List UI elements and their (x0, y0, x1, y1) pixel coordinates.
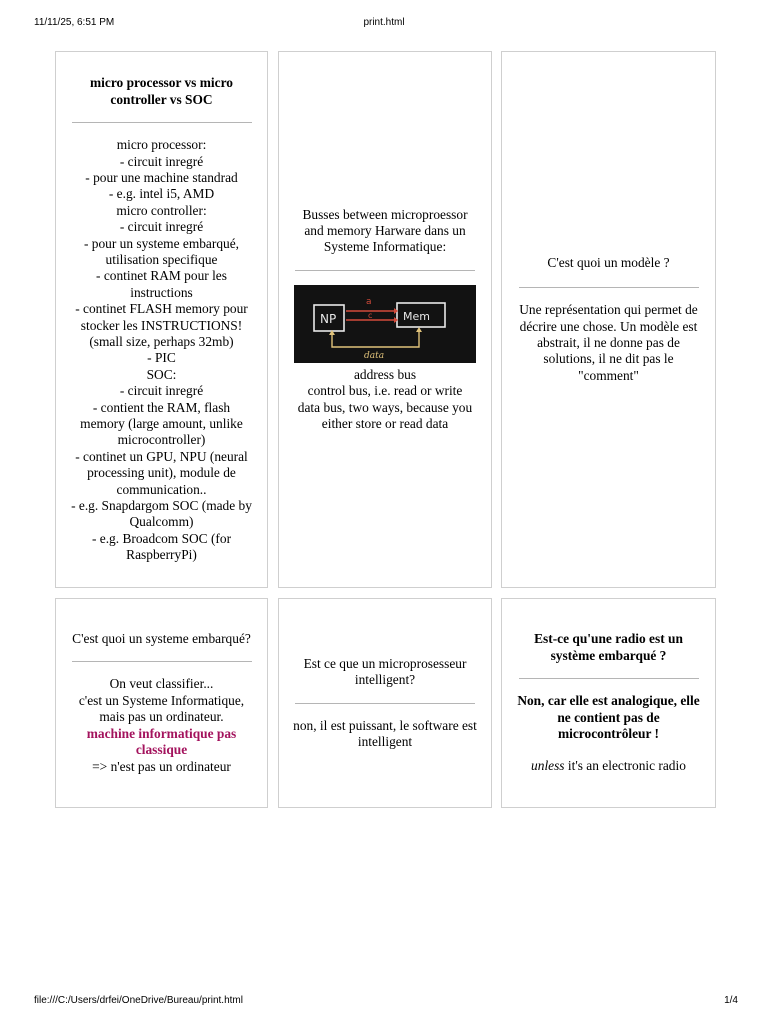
flashcard-busses (278, 51, 492, 588)
flashcard-radio (501, 598, 716, 808)
answer-bold: Non, car elle est analogique, elle ne contient pas de microcontrôleur ! (517, 693, 700, 741)
card-divider (295, 270, 475, 271)
card-divider (295, 703, 475, 704)
answer-line-address: address bus (353, 366, 417, 382)
answer-line-control: control bus, i.e. read or write (307, 383, 463, 399)
print-datetime: 11/11/25, 6:51 PM (34, 17, 115, 28)
card-answer: non, il est puissant, le software est intelligent (293, 717, 477, 749)
flashcard-systeme-embarque (55, 598, 268, 808)
card-answer: Une représentation qui permet de décrire une chose. Un modèle est abstrait, il ne donne pas de solutions, il ne dit pas le "comment" (519, 302, 698, 383)
answer-line-data: data bus, two ways, because you either store or read data (297, 399, 473, 432)
card-question: Est-ce qu'une radio est un système embarqué ? (534, 631, 683, 663)
flashcard-processor-comparison (55, 51, 268, 588)
card-divider (519, 678, 699, 679)
print-page-number: 1/4 (724, 995, 738, 1006)
card-question: micro processor vs micro controller vs SOC (90, 75, 233, 107)
cpu-label: NP (320, 311, 337, 326)
card-divider (519, 287, 699, 288)
answer-line-1: On veut classifier... (109, 676, 214, 692)
data-label: data (364, 350, 385, 361)
card-divider (72, 122, 252, 123)
print-file-path: file:///C:/Users/drfei/OneDrive/Bureau/print.html (34, 995, 243, 1006)
card-divider (72, 661, 252, 662)
card-answer (293, 367, 477, 433)
card-answer (70, 676, 253, 774)
answer-highlight: machine informatique pas classique (86, 725, 237, 758)
answer-italic: unless (531, 758, 565, 774)
card-answer: micro processor: - circuit inregré - pour une machine standrad - e.g. intel i5, AMD micro controller: - circuit inregré - pour un systeme embarqué, utilisation specifique - continet RAM pour les instructions - continet FLASH memory pour stocker les INSTRUCTIONS! (small size, perhaps 32mb) - PIC SOC: - circuit inregré - contient the RAM, flash memory (large amount, unlike microcontroller) - continet un GPU, NPU (neural processing unit), module de communication.. - e.g. Snapdargom SOC (made by Qualcomm) - e.g. Broadcom SOC (for RaspberryPi) (71, 137, 252, 563)
control-label: c (368, 310, 373, 320)
answer-rest: it's an electronic radio (564, 758, 686, 774)
flashcard-modele (501, 51, 716, 588)
bus-diagram-image (294, 285, 476, 363)
card-question: Est ce que un microprosesseur intelligent? (303, 655, 467, 688)
card-answer (516, 693, 701, 775)
memory-label: Mem (403, 309, 430, 323)
address-label: a (366, 296, 372, 307)
print-doc-title: print.html (363, 17, 405, 28)
card-question: C'est quoi un modèle ? (547, 254, 670, 270)
card-question: Busses between microproessor and memory Harware dans un Systeme Informatique: (302, 206, 468, 255)
flashcard-microprocesseur-intelligent (278, 598, 492, 808)
answer-line-3: => n'est pas un ordinateur (92, 758, 231, 774)
answer-line-2: c'est un Systeme Informatique, mais pas un ordinateur. (78, 692, 245, 725)
card-question: C'est quoi un systeme embarqué? (72, 631, 251, 647)
answer-line-unless (516, 758, 701, 774)
